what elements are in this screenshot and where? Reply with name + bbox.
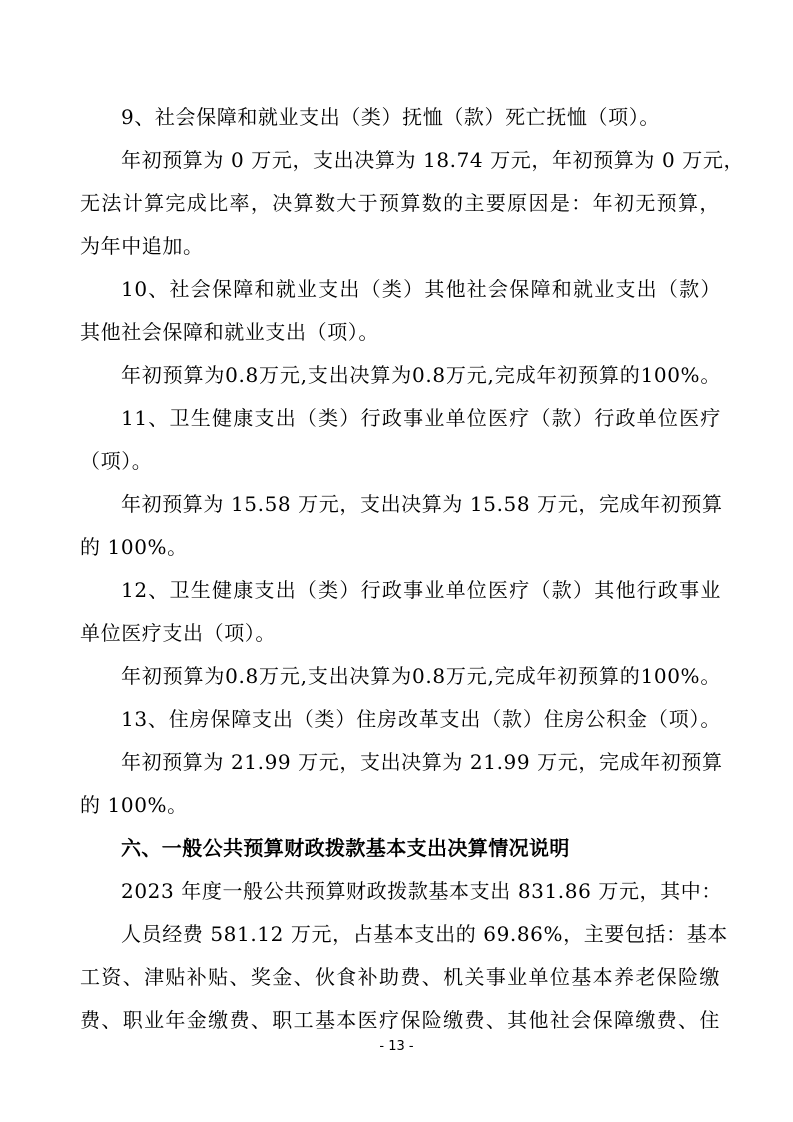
item-12-heading-line-1: 12、卫生健康支出（类）行政事业单位医疗（款）其他行政事业 bbox=[121, 578, 721, 602]
item-13-text-line-1: 年初预算为 21.99 万元，支出决算为 21.99 万元，完成年初预算 bbox=[121, 750, 723, 774]
item-9-heading: 9、社会保障和就业支出（类）抚恤（款）死亡抚恤（项）。 bbox=[121, 105, 660, 129]
section-6-text-line-4: 费、职业年金缴费、职工基本医疗保险缴费、其他社会保障缴费、住 bbox=[80, 1008, 720, 1032]
item-10-heading-line-2: 其他社会保障和就业支出（项）。 bbox=[80, 320, 379, 344]
item-12-text: 年初预算为0.8万元,支出决算为0.8万元,完成年初预算的100%。 bbox=[121, 664, 721, 688]
item-11-text-line-1: 年初预算为 15.58 万元，支出决算为 15.58 万元，完成年初预算 bbox=[121, 492, 723, 516]
section-6-heading: 六、一般公共预算财政拨款基本支出决算情况说明 bbox=[121, 836, 570, 860]
section-6-text-line-3: 工资、津贴补贴、奖金、伙食补助费、机关事业单位基本养老保险缴 bbox=[80, 965, 720, 989]
item-13-text-line-2: 的 100%。 bbox=[80, 793, 188, 817]
item-9-text-line-1: 年初预算为 0 万元，支出决算为 18.74 万元，年初预算为 0 万元， bbox=[121, 148, 745, 172]
item-11-text-line-2: 的 100%。 bbox=[80, 535, 188, 559]
section-6-text-line-2: 人员经费 581.12 万元，占基本支出的 69.86%，主要包括：基本 bbox=[121, 922, 728, 946]
item-9-text-line-3: 为年中追加。 bbox=[80, 234, 204, 258]
item-13-heading: 13、住房保障支出（类）住房改革支出（款）住房公积金（项）。 bbox=[121, 707, 721, 731]
item-12-heading-line-2: 单位医疗支出（项）。 bbox=[80, 621, 276, 645]
item-9-text-line-2: 无法计算完成比率，决算数大于预算数的主要原因是：年初无预算， bbox=[80, 191, 720, 215]
item-10-heading-line-1: 10、社会保障和就业支出（类）其他社会保障和就业支出（款） bbox=[121, 277, 721, 301]
section-6-text-line-1: 2023 年度一般公共预算财政拨款基本支出 831.86 万元，其中： bbox=[121, 879, 722, 903]
item-11-heading-line-1: 11、卫生健康支出（类）行政事业单位医疗（款）行政单位医疗 bbox=[121, 406, 721, 430]
page-number: - 13 - bbox=[379, 1039, 414, 1054]
item-10-text: 年初预算为0.8万元,支出决算为0.8万元,完成年初预算的100%。 bbox=[121, 363, 721, 387]
item-11-heading-line-2: （项）。 bbox=[80, 449, 153, 473]
